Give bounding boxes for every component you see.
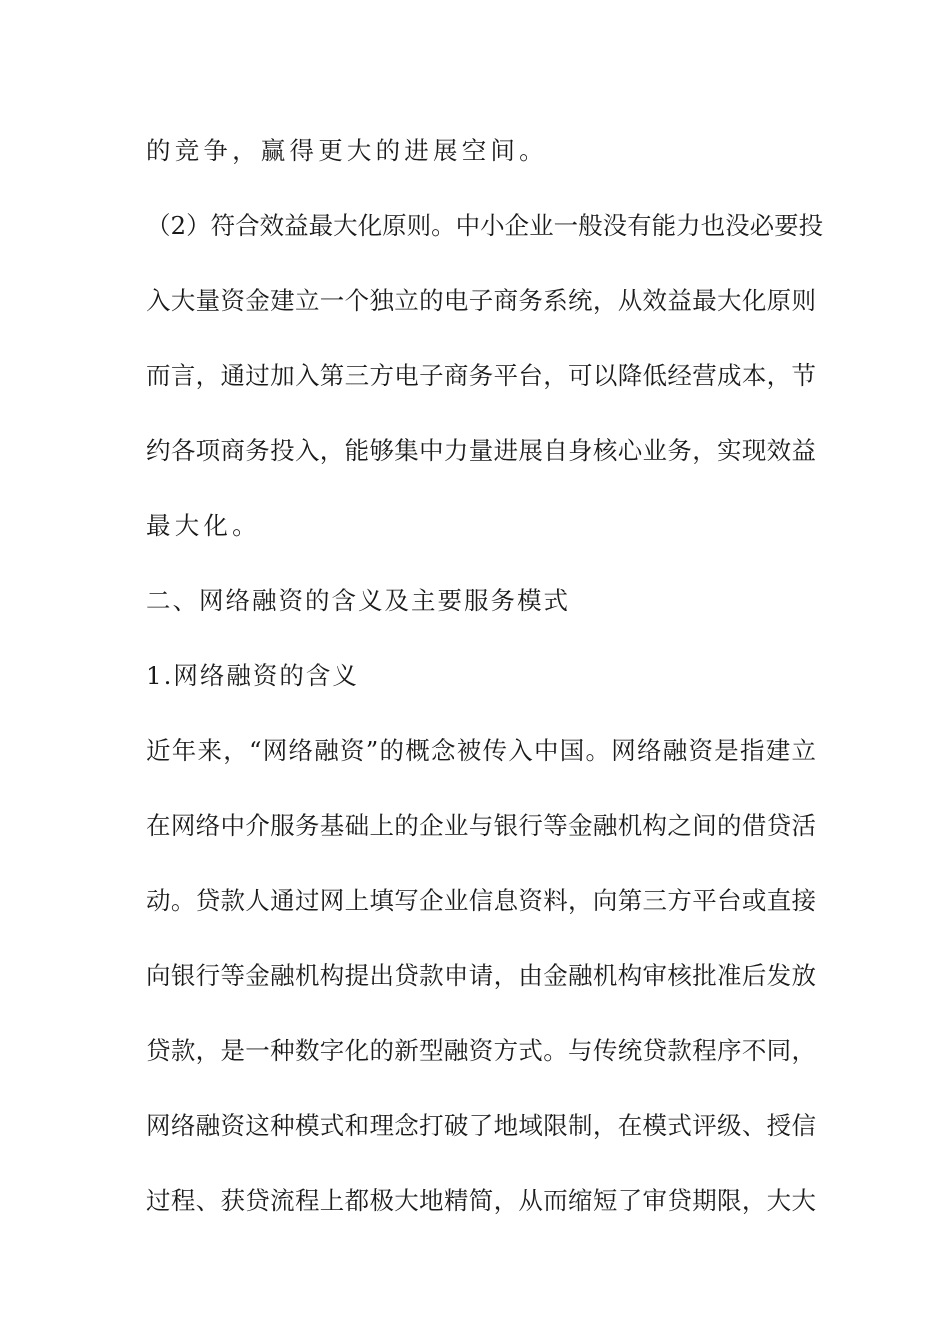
paragraph-line: 动。贷款人通过网上填写企业信息资料，向第三方平台或直接 <box>146 886 816 915</box>
paragraph-line: 在网络中介服务基础上的企业与银行等金融机构之间的借贷活 <box>146 811 816 840</box>
paragraph-line: 近年来，“网络融资”的概念被传入中国。网络融资是指建立 <box>146 736 816 765</box>
paragraph-line: 约各项商务投入，能够集中力量进展自身核心业务，实现效益 <box>146 436 816 465</box>
paragraph-line: 向银行等金融机构提出贷款申请，由金融机构审核批准后发放 <box>146 961 816 990</box>
paragraph-line: 网络融资这种模式和理念打破了地域限制，在模式评级、授信 <box>146 1111 816 1140</box>
paragraph-line: （2）符合效益最大化原则。中小企业一般没有能力也没必要投 <box>146 211 824 240</box>
paragraph-line: 的竞争，赢得更大的进展空间。 <box>146 136 548 165</box>
paragraph-line: 而言，通过加入第三方电子商务平台，可以降低经营成本，节 <box>146 361 816 390</box>
section-heading: 二、网络融资的含义及主要服务模式 <box>146 586 570 615</box>
paragraph-line: 最大化。 <box>146 511 261 540</box>
paragraph-line: 过程、获贷流程上都极大地精简，从而缩短了审贷期限，大大 <box>146 1186 816 1215</box>
subsection-heading: 1.网络融资的含义 <box>146 661 359 690</box>
paragraph-line: 入大量资金建立一个独立的电子商务系统，从效益最大化原则 <box>146 286 816 315</box>
paragraph-line: 贷款，是一种数字化的新型融资方式。与传统贷款程序不同， <box>146 1036 816 1065</box>
